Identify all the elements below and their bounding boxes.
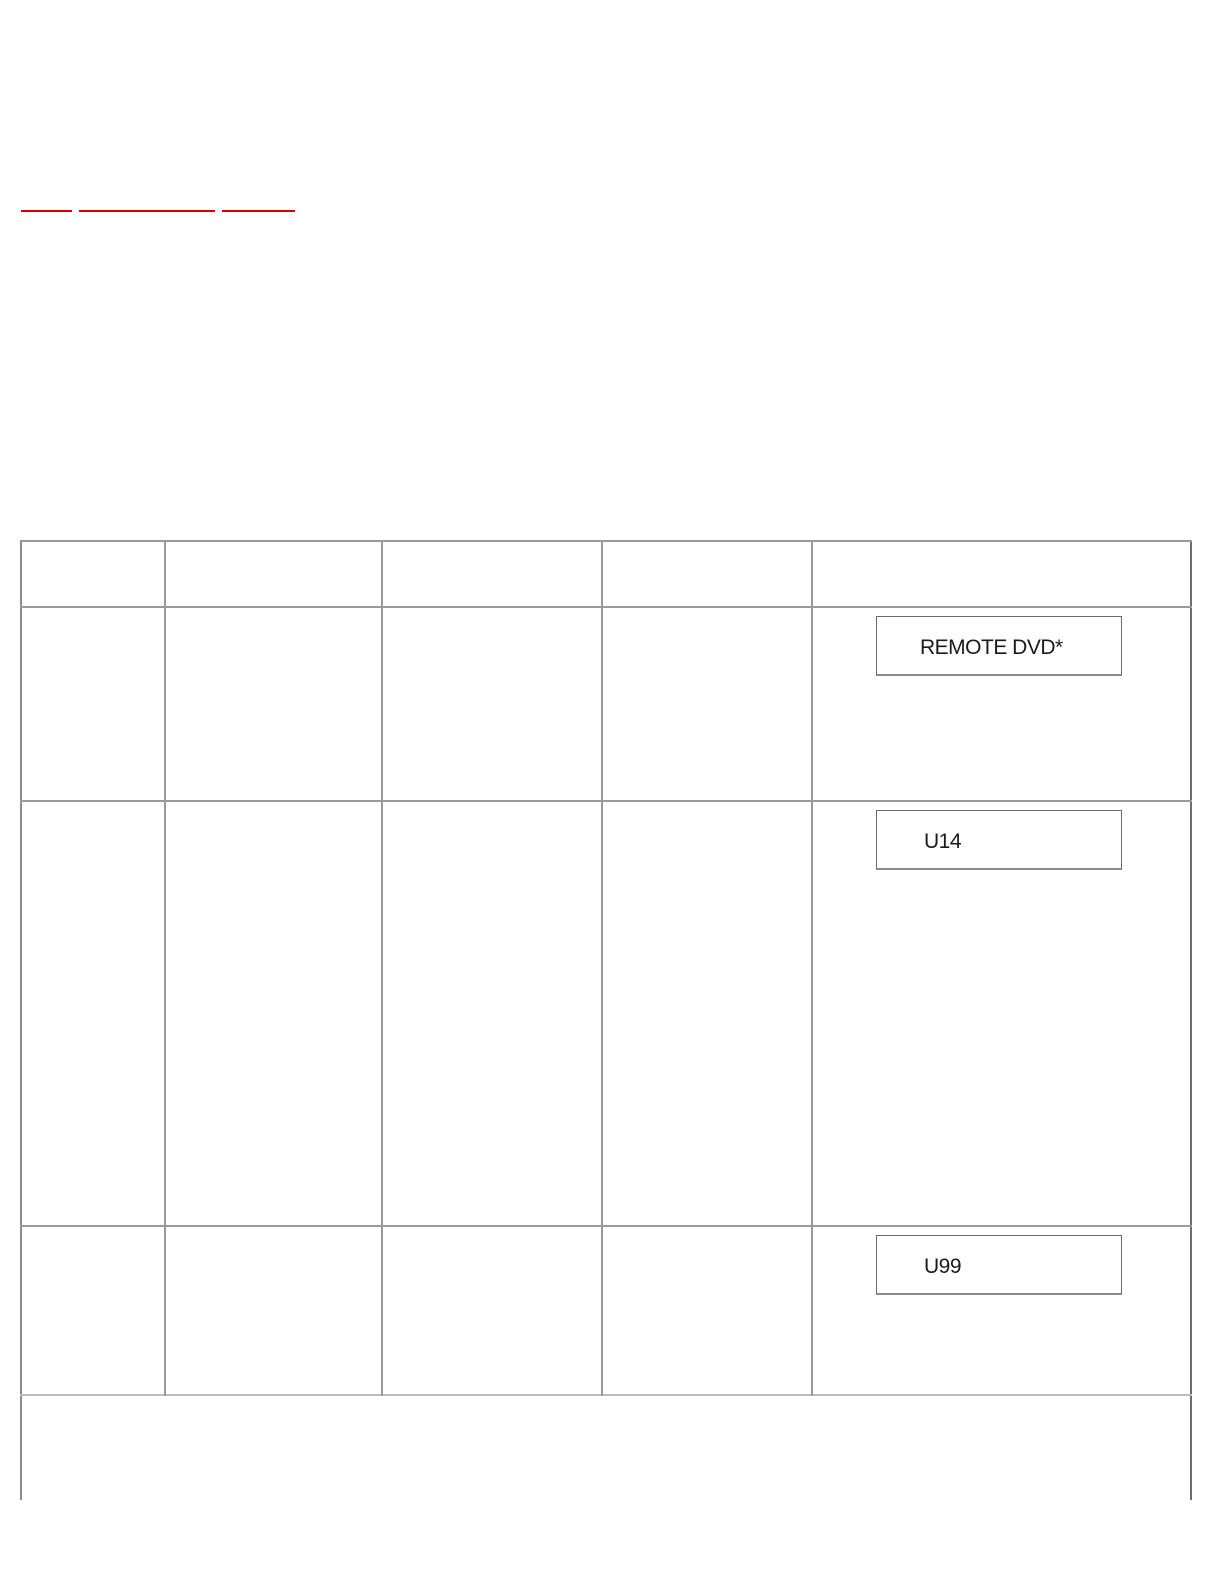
header-cell-5 [815,544,1187,604]
header-cell-1 [24,544,162,604]
table-col-divider-2 [381,540,383,1396]
nav-link-3[interactable] [222,196,295,212]
table-col-divider-4 [811,540,813,1396]
row3-cell-2 [168,1229,379,1392]
table-grid [20,540,1192,1398]
table-col-divider-1 [164,540,166,1396]
display-readout-text: U99 [924,1255,962,1278]
display-readout-u14 [876,810,1122,870]
table-rule-top [20,540,1192,542]
nav-link-2[interactable] [79,196,215,212]
table-rule-row2 [20,1225,1192,1227]
table-col-divider-3 [601,540,603,1396]
display-readout-remote-dvd [876,616,1122,676]
display-readout-text: REMOTE DVD* [920,636,1063,659]
nav-link-1[interactable] [21,196,72,212]
table-rule-header [20,606,1192,608]
table-rule-row3 [20,1394,1192,1396]
display-readout-text: U14 [924,830,962,853]
row2-cell-2 [168,804,379,1223]
row2-cell-3 [385,804,599,1223]
row3-cell-4 [605,1229,809,1392]
row2-cell-4 [605,804,809,1223]
row1-cell-3 [385,610,599,798]
row1-cell-4 [605,610,809,798]
header-cell-2 [168,544,379,604]
row1-cell-1 [24,610,162,798]
row2-cell-1 [24,804,162,1223]
row3-cell-1 [24,1229,162,1392]
header-cell-3 [385,544,599,604]
error-code-table [20,540,1192,1500]
row1-cell-2 [168,610,379,798]
table-rule-row1 [20,800,1192,802]
display-readout-u99 [876,1235,1122,1295]
row3-cell-3 [385,1229,599,1392]
header-cell-4 [605,544,809,604]
